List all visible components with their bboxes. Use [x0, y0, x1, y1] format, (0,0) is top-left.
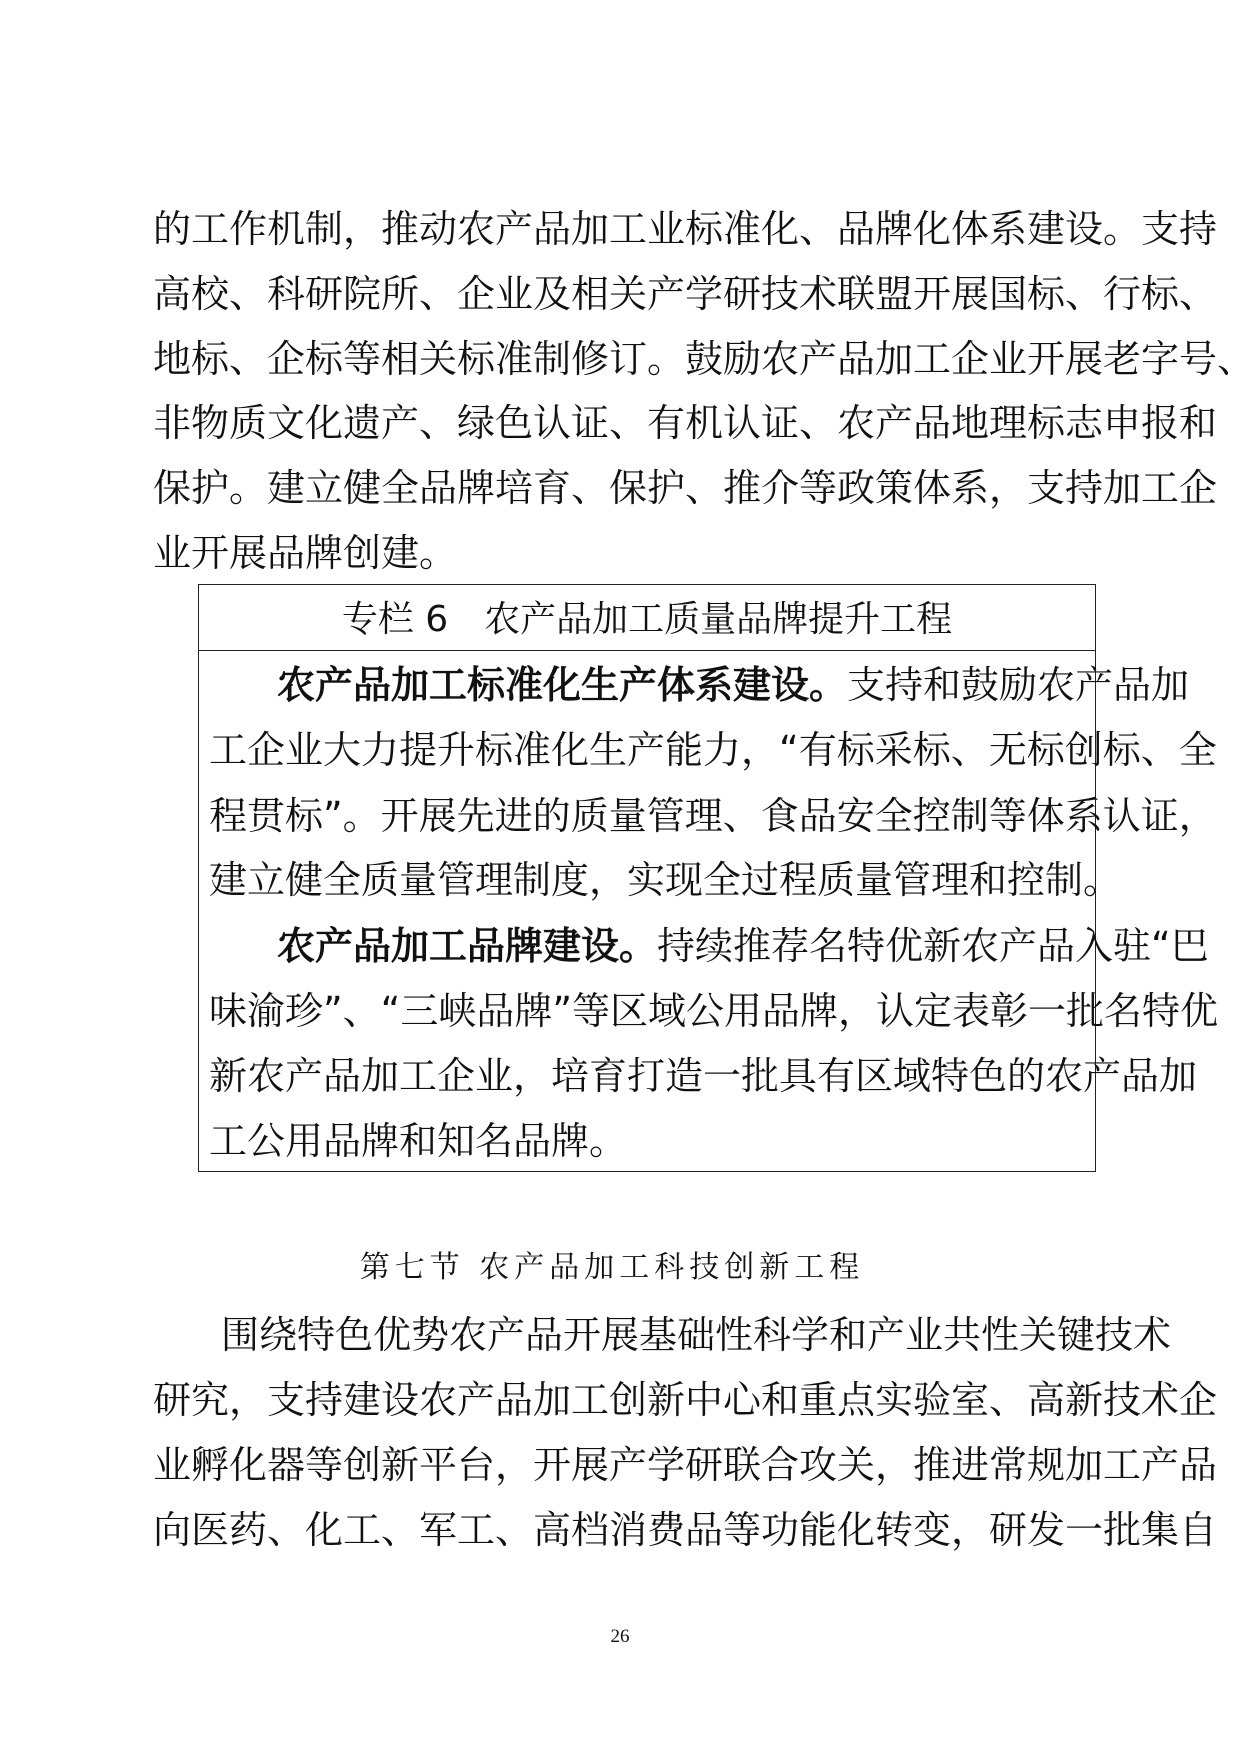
item-heading: 农产品加工标准化生产体系建设。	[277, 663, 848, 707]
text-line: 工公用品牌和知名品牌。	[209, 1119, 628, 1163]
text-line: 业孵化器等创新平台，开展产学研联合攻关，推进常规加工产品	[153, 1443, 1218, 1487]
box-divider	[199, 650, 1095, 651]
box-title: 专栏 6 农产品加工质量品牌提升工程	[341, 599, 953, 640]
text-line: 向医药、化工、军工、高档消费品等功能化转变，研发一批集自	[153, 1508, 1218, 1552]
text-line	[209, 923, 1209, 969]
text-line: 业开展品牌创建。	[153, 531, 458, 575]
text-line: 非物质文化遗产、绿色认证、有机认证、农产品地理标志申报和	[153, 401, 1218, 445]
section-heading: 第七节 农产品加工科技创新工程	[359, 1250, 865, 1285]
text-line: 保护。建立健全品牌培育、保护、推介等政策体系，支持加工企	[153, 466, 1218, 510]
page-number: 26	[610, 1626, 630, 1647]
text-line: 研究，支持建设农产品加工创新中心和重点实验室、高新技术企	[153, 1378, 1218, 1422]
text-line: 工企业大力提升标准化生产能力，“有标采标、无标创标、全	[209, 728, 1217, 772]
text-line	[209, 662, 1190, 708]
item-text: 支持和鼓励农产品加	[847, 663, 1190, 707]
item-heading: 农产品加工品牌建设。	[277, 924, 658, 968]
text-line: 地标、企标等相关标准制修订。鼓励农产品加工企业开展老字号、	[153, 337, 1255, 381]
text-line: 围绕特色优势农产品开展基础性科学和产业共性关键技术	[221, 1313, 1172, 1357]
text-line: 建立健全质量管理制度，实现全过程质量管理和控制。	[209, 858, 1122, 902]
text-line: 新农产品加工企业，培育打造一批具有区域特色的农产品加	[209, 1054, 1198, 1098]
text-line: 味渝珍”、“三峡品牌”等区域公用品牌，认定表彰一批名特优	[209, 989, 1219, 1033]
item-text: 持续推荐名特优新农产品入驻“巴	[657, 924, 1209, 968]
text-line: 的工作机制，推动农产品加工业标准化、品牌化体系建设。支持	[153, 207, 1218, 251]
text-line: 程贯标”。开展先进的质量管理、食品安全控制等体系认证，	[209, 794, 1217, 838]
text-line: 高校、科研院所、企业及相关产学研技术联盟开展国标、行标、	[153, 272, 1218, 316]
